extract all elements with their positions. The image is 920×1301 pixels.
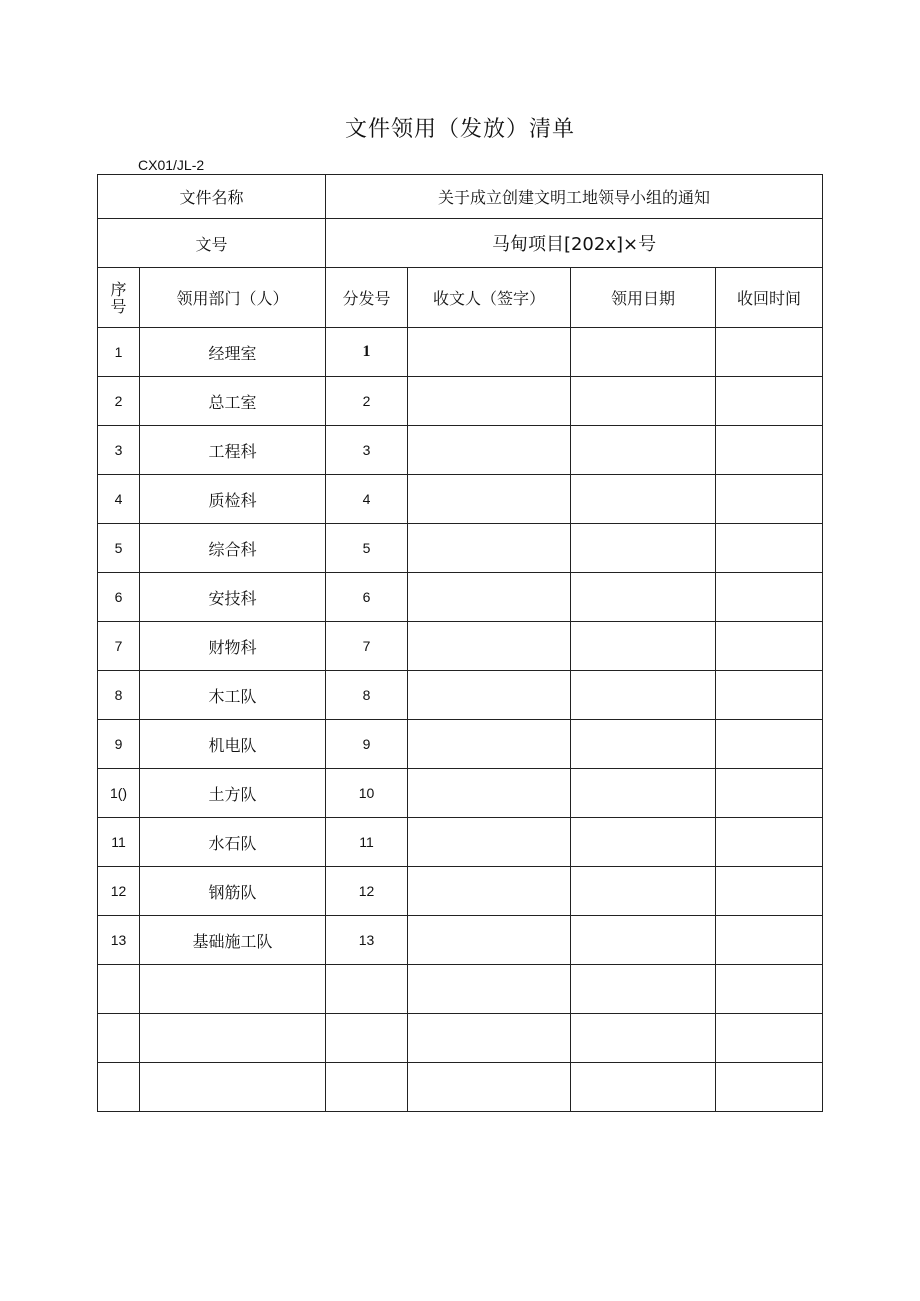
row-dist-no: 11 (326, 818, 408, 867)
table-row (98, 916, 823, 965)
row-seq: 1() (98, 769, 140, 818)
row-receiver-cell[interactable] (408, 475, 571, 524)
row-receiver-cell[interactable] (408, 1063, 571, 1112)
row-date-cell[interactable] (571, 524, 716, 573)
column-header-row (98, 268, 823, 328)
row-seq[interactable] (98, 965, 140, 1014)
row-return-time-cell[interactable] (716, 1014, 823, 1063)
table-row (98, 377, 823, 426)
row-seq[interactable] (98, 1063, 140, 1112)
row-dept: 安技科 (140, 573, 326, 622)
header-dept: 领用部门（人） (140, 268, 326, 328)
row-return-time-cell[interactable] (716, 916, 823, 965)
row-dist-no[interactable] (326, 965, 408, 1014)
table-row (98, 622, 823, 671)
row-receiver-cell[interactable] (408, 622, 571, 671)
row-receiver-cell[interactable] (408, 328, 571, 377)
row-dept: 工程科 (140, 426, 326, 475)
row-dept: 基础施工队 (140, 916, 326, 965)
header-seq (98, 268, 140, 328)
table-row (98, 328, 823, 377)
row-dist-no: 4 (326, 475, 408, 524)
row-dist-no: 3 (326, 426, 408, 475)
row-receiver-cell[interactable] (408, 426, 571, 475)
row-return-time-cell[interactable] (716, 769, 823, 818)
row-date-cell[interactable] (571, 622, 716, 671)
row-seq: 1 (98, 328, 140, 377)
table-row (98, 867, 823, 916)
row-dist-no: 6 (326, 573, 408, 622)
table-row (98, 475, 823, 524)
table-row (98, 769, 823, 818)
file-name-label: 文件名称 (98, 175, 326, 219)
row-return-time-cell[interactable] (716, 573, 823, 622)
row-date-cell[interactable] (571, 573, 716, 622)
row-return-time-cell[interactable] (716, 965, 823, 1014)
row-receiver-cell[interactable] (408, 720, 571, 769)
row-dist-no: 7 (326, 622, 408, 671)
row-seq[interactable] (98, 1014, 140, 1063)
row-receiver-cell[interactable] (408, 573, 571, 622)
table-row (98, 965, 823, 1014)
row-dept[interactable] (140, 1014, 326, 1063)
row-seq: 6 (98, 573, 140, 622)
row-date-cell[interactable] (571, 867, 716, 916)
row-dist-no[interactable] (326, 1014, 408, 1063)
row-receiver-cell[interactable] (408, 867, 571, 916)
distribution-table (97, 174, 823, 1112)
doc-no-value: 马甸项目[202x]×号 (326, 219, 823, 268)
document-title: 文件领用（发放）清单 (344, 117, 575, 142)
row-seq: 13 (98, 916, 140, 965)
row-return-time-cell[interactable] (716, 524, 823, 573)
table-row (98, 573, 823, 622)
row-receiver-cell[interactable] (408, 377, 571, 426)
row-dist-no: 8 (326, 671, 408, 720)
row-seq: 3 (98, 426, 140, 475)
row-dist-no[interactable] (326, 1063, 408, 1112)
row-date-cell[interactable] (571, 720, 716, 769)
row-return-time-cell[interactable] (716, 720, 823, 769)
table-row (98, 671, 823, 720)
row-date-cell[interactable] (571, 1014, 716, 1063)
row-seq: 12 (98, 867, 140, 916)
row-return-time-cell[interactable] (716, 426, 823, 475)
row-date-cell[interactable] (571, 328, 716, 377)
row-dist-no: 2 (326, 377, 408, 426)
row-return-time-cell[interactable] (716, 328, 823, 377)
row-return-time-cell[interactable] (716, 818, 823, 867)
table-row (98, 1014, 823, 1063)
row-dept[interactable] (140, 965, 326, 1014)
row-seq: 8 (98, 671, 140, 720)
row-receiver-cell[interactable] (408, 916, 571, 965)
table-row (98, 818, 823, 867)
row-return-time-cell[interactable] (716, 867, 823, 916)
row-seq: 9 (98, 720, 140, 769)
row-return-time-cell[interactable] (716, 622, 823, 671)
row-dept: 土方队 (140, 769, 326, 818)
row-dept: 水石队 (140, 818, 326, 867)
header-return-time: 收回时间 (716, 268, 823, 328)
row-dept: 财物科 (140, 622, 326, 671)
doc-no-label: 文号 (98, 219, 326, 268)
row-seq: 4 (98, 475, 140, 524)
table-row (98, 1063, 823, 1112)
row-dist-no: 5 (326, 524, 408, 573)
row-seq: 11 (98, 818, 140, 867)
row-dist-no: 12 (326, 867, 408, 916)
row-dept: 经理室 (140, 328, 326, 377)
row-dept: 机电队 (140, 720, 326, 769)
row-receiver-cell[interactable] (408, 1014, 571, 1063)
row-date-cell[interactable] (571, 818, 716, 867)
row-dept: 木工队 (140, 671, 326, 720)
row-date-cell[interactable] (571, 426, 716, 475)
row-dept: 总工室 (140, 377, 326, 426)
table-row (98, 720, 823, 769)
row-seq: 7 (98, 622, 140, 671)
header-seq-line1: 序 (110, 279, 127, 299)
row-date-cell[interactable] (571, 965, 716, 1014)
row-date-cell[interactable] (571, 671, 716, 720)
row-receiver-cell[interactable] (408, 965, 571, 1014)
document-code: CX01/JL-2 (138, 157, 205, 173)
file-name-value: 关于成立创建文明工地领导小组的通知 (326, 175, 823, 219)
row-dist-no: 9 (326, 720, 408, 769)
row-dept[interactable] (140, 1063, 326, 1112)
header-dist-no: 分发号 (326, 268, 408, 328)
row-seq: 5 (98, 524, 140, 573)
header-receiver: 收文人（签字） (408, 268, 571, 328)
row-receiver-cell[interactable] (408, 769, 571, 818)
row-dist-no: 10 (326, 769, 408, 818)
row-return-time-cell[interactable] (716, 475, 823, 524)
row-return-time-cell[interactable] (716, 377, 823, 426)
file-name-row (98, 175, 823, 219)
row-dept: 钢筋队 (140, 867, 326, 916)
row-return-time-cell[interactable] (716, 1063, 823, 1112)
row-receiver-cell[interactable] (408, 818, 571, 867)
row-date-cell[interactable] (571, 769, 716, 818)
row-dist-no: 1 (326, 328, 408, 377)
row-date-cell[interactable] (571, 377, 716, 426)
row-return-time-cell[interactable] (716, 671, 823, 720)
header-date: 领用日期 (571, 268, 716, 328)
row-dist-no: 13 (326, 916, 408, 965)
row-date-cell[interactable] (571, 1063, 716, 1112)
row-date-cell[interactable] (571, 475, 716, 524)
header-seq-line2: 号 (110, 296, 127, 316)
row-receiver-cell[interactable] (408, 524, 571, 573)
row-seq: 2 (98, 377, 140, 426)
row-date-cell[interactable] (571, 916, 716, 965)
row-dept: 综合科 (140, 524, 326, 573)
row-receiver-cell[interactable] (408, 671, 571, 720)
doc-no-row (98, 219, 823, 268)
table-row (98, 426, 823, 475)
row-dept: 质检科 (140, 475, 326, 524)
table-row (98, 524, 823, 573)
